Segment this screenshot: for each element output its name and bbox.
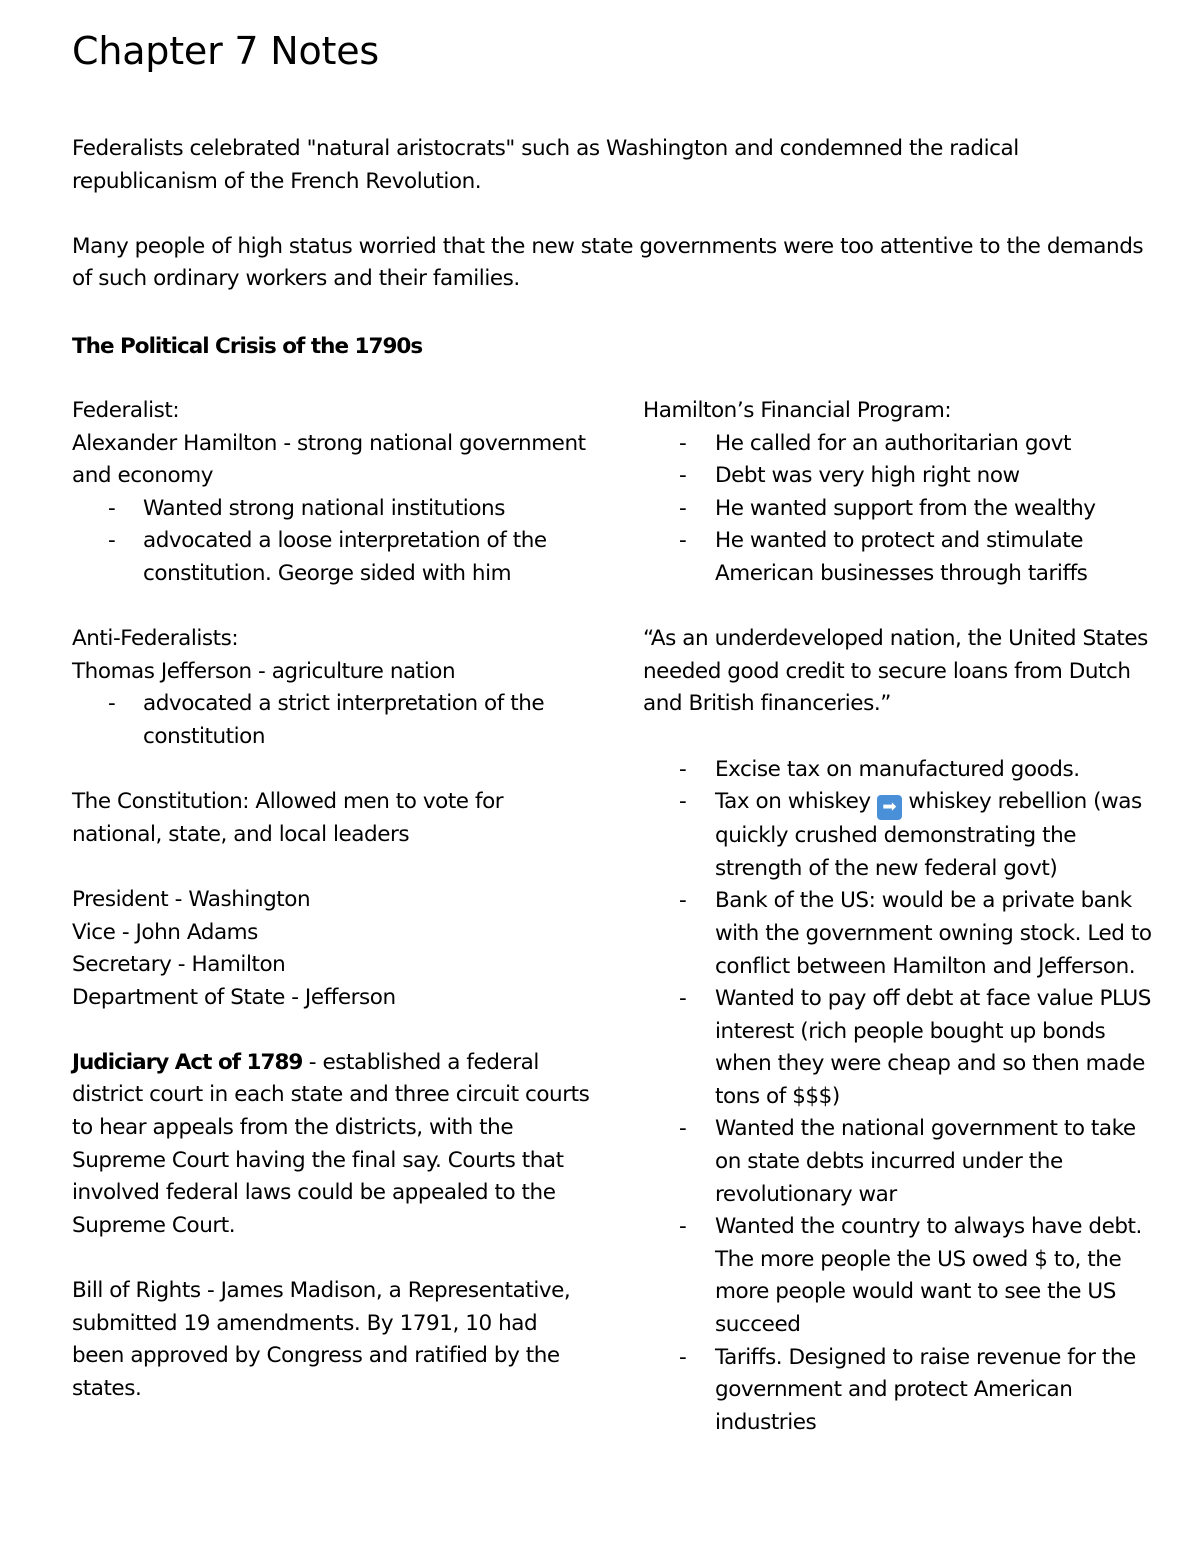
- list-item: [643, 754, 1163, 787]
- dash-bullet: -: [679, 430, 687, 456]
- quote-paragraph: “As an underdeveloped nation, the United States needed good credit to secure loans from Dutch and British financeries.”: [643, 626, 1148, 717]
- list-item-text: He wanted to protect and stimulate American businesses through tariffs: [715, 528, 1088, 586]
- dash-bullet: -: [679, 495, 687, 521]
- list-item-text: advocated a loose interpretation of the constitution. George sided with him: [143, 528, 547, 586]
- official-line: Department of State - Jefferson: [72, 984, 396, 1010]
- list-item: [72, 688, 592, 753]
- whiskey-text-start: Tax on whiskey: [715, 789, 878, 815]
- list-item: [643, 525, 1163, 590]
- page-title: Chapter 7 Notes: [72, 29, 380, 73]
- list-item-text: Excise tax on manufactured goods.: [715, 756, 1080, 782]
- bill-of-rights-paragraph: Bill of Rights - James Madison, a Representative, submitted 19 amendments. By 1791, 10 had been approved by Congress and ratified by the states.: [72, 1278, 571, 1401]
- financial-program-label: Hamilton’s Financial Program:: [643, 398, 952, 423]
- whiskey-text-end: whiskey rebellion (was quickly crushed demonstrating the strength of the new federal govt): [715, 789, 1142, 881]
- dash-bullet: -: [108, 495, 116, 521]
- judiciary-paragraph: [72, 1047, 592, 1243]
- dash-bullet: -: [679, 986, 687, 1012]
- official-line: President - Washington: [72, 886, 311, 912]
- list-item: [72, 525, 592, 590]
- list-item: [643, 1113, 1163, 1211]
- list-item: [643, 1342, 1163, 1440]
- list-item-text: He wanted support from the wealthy: [715, 495, 1096, 521]
- dash-bullet: -: [679, 1116, 687, 1142]
- list-item: [643, 885, 1163, 983]
- dash-bullet: -: [679, 888, 687, 914]
- financial-program-list: [643, 428, 1163, 591]
- list-item-text: Wanted to pay off debt at face value PLUS interest (rich people bought up bonds when they were cheap and so then made tons of $$$): [715, 986, 1151, 1109]
- list-item-text: Debt was very high right now: [715, 463, 1020, 489]
- left-column: [72, 395, 592, 1405]
- dash-bullet: -: [108, 691, 116, 717]
- list-item-text: Bank of the US: would be a private bank with the government owning stock. Led to conflict between Hamilton and Jefferson.: [715, 888, 1152, 979]
- list-item-text: Wanted the country to always have debt. The more people the US owed $ to, the more people would want to see the US succeed: [715, 1214, 1142, 1338]
- list-item: [643, 786, 1163, 885]
- list-item: [72, 493, 592, 526]
- list-item: [643, 493, 1163, 526]
- dash-bullet: -: [679, 463, 687, 489]
- judiciary-act-term: Judiciary Act of 1789: [72, 1049, 303, 1075]
- official-line: Secretary - Hamilton: [72, 952, 286, 978]
- anti-federalist-list: [72, 688, 592, 753]
- right-column: [643, 395, 1163, 1439]
- right-arrow-icon: ➡: [877, 795, 902, 820]
- official-line: Vice - John Adams: [72, 919, 258, 945]
- list-item-text: Tariffs. Designed to raise revenue for the government and protect American industries: [715, 1344, 1136, 1435]
- section-heading: The Political Crisis of the 1790s: [72, 334, 423, 359]
- list-item: [643, 983, 1163, 1113]
- federalist-list: [72, 493, 592, 591]
- intro-section: [72, 133, 1152, 329]
- list-item-text: Wanted the national government to take on state debts incurred under the revolutionary war: [715, 1116, 1136, 1207]
- anti-federalist-line: Thomas Jefferson - agriculture nation: [72, 658, 456, 684]
- anti-federalist-label: Anti-Federalists:: [72, 626, 239, 652]
- dash-bullet: -: [679, 789, 687, 815]
- intro-paragraph: Many people of high status worried that the new state governments were too attentive to the demands of such ordinary workers and their families.: [72, 233, 1144, 292]
- list-item: [643, 460, 1163, 493]
- financial-details-list: [643, 754, 1163, 1440]
- list-item: [643, 428, 1163, 461]
- dash-bullet: -: [679, 528, 687, 554]
- list-item-text: He called for an authoritarian govt: [715, 430, 1071, 456]
- dash-bullet: -: [108, 528, 116, 554]
- judiciary-text: - established a federal district court in each state and three circuit courts to hear appeals from the districts, with the Supreme Court having the final say. Courts that involved federal laws could be appealed to the Supreme Court.: [72, 1049, 590, 1238]
- federalist-line: Alexander Hamilton - strong national government and economy: [72, 430, 586, 489]
- dash-bullet: -: [679, 756, 687, 782]
- constitution-paragraph: The Constitution: Allowed men to vote for national, state, and local leaders: [72, 789, 504, 847]
- list-item: [643, 1211, 1163, 1341]
- dash-bullet: -: [679, 1214, 687, 1240]
- intro-paragraph: Federalists celebrated "natural aristocrats" such as Washington and condemned the radical republicanism of the French Revolution.: [72, 136, 1019, 194]
- list-item-text: advocated a strict interpretation of the constitution: [143, 691, 545, 749]
- federalist-label: Federalist:: [72, 398, 180, 423]
- list-item-text: Wanted strong national institutions: [143, 495, 505, 521]
- dash-bullet: -: [679, 1344, 687, 1370]
